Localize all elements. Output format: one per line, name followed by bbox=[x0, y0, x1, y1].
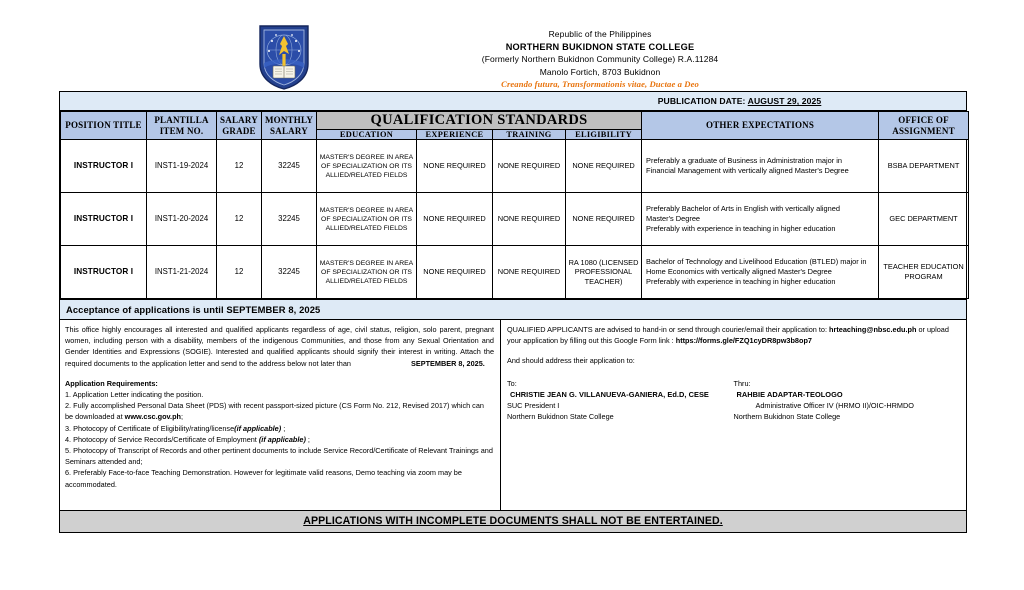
spacer bbox=[507, 346, 960, 355]
cell-monthly-salary: 32245 bbox=[262, 246, 317, 299]
other-expectations-line: Bachelor of Technology and Livelihood Education (BTLED) major in bbox=[646, 256, 867, 266]
letterhead bbox=[0, 24, 1024, 90]
col-header-position-title: POSITION TITLE bbox=[61, 112, 147, 140]
col-header-salary-grade: SALARY GRADE bbox=[217, 112, 262, 140]
requirements-heading: Application Requirements: bbox=[65, 378, 158, 388]
address-intro: And should address their application to: bbox=[507, 356, 635, 366]
other-expectations-line: Preferably Bachelor of Arts in English with vertically aligned bbox=[646, 203, 840, 213]
cell-monthly-salary: 32245 bbox=[262, 193, 317, 246]
cell-salary-grade: 12 bbox=[217, 193, 262, 246]
thru-name: RAHBIE ADAPTAR-TEOLOGO bbox=[736, 389, 843, 399]
col-header-experience: EXPERIENCE bbox=[417, 130, 493, 140]
col-header-qualification-standards: QUALIFICATION STANDARDS bbox=[317, 112, 642, 130]
table-row bbox=[61, 246, 969, 299]
cell-position-title: INSTRUCTOR I bbox=[61, 246, 147, 299]
thru-organization: Northern Bukidnon State College bbox=[733, 412, 841, 422]
cell-education: MASTER'S DEGREE IN AREA OF SPECIALIZATION OR ITS ALLIED/RELATED FIELDS bbox=[317, 193, 417, 246]
requirement-tail: ; bbox=[181, 412, 184, 422]
letterhead-former-name: (Formerly Northern Bukidnon Community College) R.A.11284 bbox=[481, 54, 719, 64]
cell-experience: NONE REQUIRED bbox=[417, 193, 493, 246]
cell-position-title: INSTRUCTOR I bbox=[61, 193, 147, 246]
spacer bbox=[507, 367, 960, 376]
right-panel bbox=[501, 320, 966, 510]
qualification-standards-table bbox=[60, 111, 969, 299]
col-header-monthly-salary: MONTHLY SALARY bbox=[262, 112, 317, 140]
letterhead-motto: Creando futura, Transformationis vitae, Ductae a Deo bbox=[501, 79, 699, 89]
requirement-text: 4. Photocopy of Service Records/Certificate of Employment bbox=[65, 434, 259, 444]
table-row bbox=[61, 193, 969, 246]
cell-eligibility: NONE REQUIRED bbox=[566, 140, 642, 193]
to-title: SUC President I bbox=[507, 401, 560, 411]
submission-instruction-text: QUALIFIED APPLICANTS are advised to hand-in or send through courier/email their application to: bbox=[507, 325, 830, 334]
submission-instruction-mid: or upload your application by filling out this Google Form link : bbox=[507, 325, 949, 346]
col-header-office-of-assignment: OFFICE OF ASSIGNMENT bbox=[879, 112, 969, 140]
requirement-text: 6. Preferably Face-to-face Teaching Demonstration. However for legitimate valid reasons, Demo teaching via zoom may be accommodated. bbox=[65, 468, 462, 489]
col-header-plantilla-item: PLANTILLA ITEM NO. bbox=[147, 112, 217, 140]
cell-salary-grade: 12 bbox=[217, 246, 262, 299]
col-header-training: TRAINING bbox=[493, 130, 566, 140]
spacer bbox=[65, 369, 494, 378]
other-expectations-line: Preferably a graduate of Business in Administration major in bbox=[646, 155, 842, 165]
application-deadline: SEPTEMBER 8, 2025. bbox=[410, 358, 485, 368]
list-item bbox=[65, 434, 494, 445]
equal-opportunity-text: This office highly encourages all interested and qualified applicants regardless of age, civil status, religion, solo parent, pregnant women, including person with a disability, members of the indigenous Communities, and those from any Sexual Orientation and Gender Identities and Expressions (SOGIE). Interested and qualified applicants should signify their interest in writing. Attach the required documents to the application letter and send to the address below not later than bbox=[65, 325, 494, 368]
requirement-tail: ; bbox=[281, 423, 286, 433]
hr-email-link[interactable]: hrteaching@nbsc.edu.ph bbox=[829, 325, 917, 334]
incomplete-documents-text: APPLICATIONS WITH INCOMPLETE DOCUMENTS SHALL NOT BE ENTERTAINED. bbox=[303, 515, 723, 527]
cell-experience: NONE REQUIRED bbox=[417, 140, 493, 193]
other-expectations-line: Financial Management with vertically aligned Master's Degree bbox=[646, 166, 849, 175]
requirement-note: (if applicable) bbox=[234, 423, 282, 433]
other-expectations-line: Home Economics with vertically aligned Master's Degree bbox=[646, 266, 832, 276]
cell-eligibility: RA 1080 (LICENSED PROFESSIONAL TEACHER) bbox=[566, 246, 642, 299]
requirement-text: 2. Fully accomplished Personal Data Sheet (PDS) with recent passport-sized picture (CS Form No. 212, Revised 2017) which can be downloaded at bbox=[65, 401, 484, 422]
publication-date-row bbox=[60, 92, 966, 111]
cell-office: TEACHER EDUCATION PROGRAM bbox=[879, 246, 969, 299]
cell-plantilla-item: INST1-20-2024 bbox=[147, 193, 217, 246]
list-item bbox=[65, 467, 494, 489]
cell-monthly-salary: 32245 bbox=[262, 140, 317, 193]
incomplete-documents-notice bbox=[60, 510, 966, 532]
other-expectations-line: Preferably with experience in teaching in higher education bbox=[646, 224, 836, 234]
col-header-education: EDUCATION bbox=[317, 130, 417, 140]
csc-website[interactable]: www.csc.gov.ph bbox=[124, 412, 181, 422]
cell-salary-grade: 12 bbox=[217, 140, 262, 193]
left-panel bbox=[60, 320, 501, 510]
equal-opportunity-paragraph bbox=[65, 324, 494, 369]
letterhead-address: Manolo Fortich, 8703 Bukidnon bbox=[539, 66, 661, 77]
cell-education: MASTER'S DEGREE IN AREA OF SPECIALIZATION OR ITS ALLIED/RELATED FIELDS bbox=[317, 246, 417, 299]
requirement-text: 3. Photocopy of Certificate of Eligibility/rating/license bbox=[65, 423, 235, 433]
table-row bbox=[61, 140, 969, 193]
google-form-link[interactable]: https://forms.gle/FZQ1cyDR8pw3b8op7 bbox=[675, 336, 812, 346]
publication-date-label: PUBLICATION DATE: bbox=[657, 96, 746, 106]
list-item bbox=[65, 445, 494, 467]
requirement-note: (if applicable) bbox=[258, 434, 306, 444]
list-item bbox=[65, 400, 494, 422]
thru-label: Thru: bbox=[733, 378, 751, 388]
cell-other-expectations bbox=[642, 193, 879, 246]
submission-instructions bbox=[507, 324, 960, 346]
letterhead-college-name: NORTHERN BUKIDNON STATE COLLEGE bbox=[505, 41, 695, 52]
cell-training: NONE REQUIRED bbox=[493, 246, 566, 299]
signatory-to bbox=[507, 378, 734, 423]
to-organization: Northern Bukidnon State College bbox=[507, 412, 614, 422]
requirement-text: 1. Application Letter indicating the position. bbox=[65, 390, 204, 400]
cell-other-expectations bbox=[642, 140, 879, 193]
to-name: CHRISTIE JEAN G. VILLANUEVA-GANIERA, Ed.D, CESE bbox=[510, 389, 709, 399]
table-header-row-1 bbox=[61, 112, 969, 130]
cell-plantilla-item: INST1-19-2024 bbox=[147, 140, 217, 193]
cell-training: NONE REQUIRED bbox=[493, 140, 566, 193]
requirement-tail: ; bbox=[305, 434, 310, 444]
cell-education: MASTER'S DEGREE IN AREA OF SPECIALIZATION OR ITS ALLIED/RELATED FIELDS bbox=[317, 140, 417, 193]
other-expectations-line: Master's Degree bbox=[646, 213, 701, 223]
col-header-eligibility: ELIGIBILITY bbox=[566, 130, 642, 140]
college-seal-icon bbox=[258, 24, 310, 90]
cell-plantilla-item: INST1-21-2024 bbox=[147, 246, 217, 299]
cell-training: NONE REQUIRED bbox=[493, 193, 566, 246]
signatory-thru bbox=[734, 378, 961, 423]
signatory-block bbox=[507, 378, 960, 423]
letterhead-text bbox=[330, 28, 870, 91]
body-section bbox=[60, 320, 966, 510]
cell-office: GEC DEPARTMENT bbox=[879, 193, 969, 246]
thru-title: Administrative Officer IV (HRMO II)/OIC-HRMDO bbox=[755, 401, 914, 411]
cell-other-expectations bbox=[642, 246, 879, 299]
publication-date-value: AUGUST 29, 2025 bbox=[747, 96, 822, 106]
to-label: To: bbox=[507, 378, 517, 388]
col-header-other-expectations: OTHER EXPECTATIONS bbox=[642, 112, 879, 140]
list-item bbox=[65, 423, 494, 434]
cell-office: BSBA DEPARTMENT bbox=[879, 140, 969, 193]
cell-position-title: INSTRUCTOR I bbox=[61, 140, 147, 193]
list-item bbox=[65, 389, 494, 400]
acceptance-deadline-bar: Acceptance of applications is until SEPTEMBER 8, 2025 bbox=[60, 299, 966, 320]
letterhead-republic: Republic of the Philippines bbox=[548, 29, 652, 39]
cell-experience: NONE REQUIRED bbox=[417, 246, 493, 299]
publication-date bbox=[513, 96, 966, 106]
cell-eligibility: NONE REQUIRED bbox=[566, 193, 642, 246]
other-expectations-line: Preferably with experience in teaching in higher education bbox=[646, 277, 836, 287]
requirement-text: 5. Photocopy of Transcript of Records and other pertinent documents to include Service Record/Certificate of Relevant Trainings and Seminars attended and; bbox=[65, 446, 493, 467]
publication-document bbox=[59, 91, 967, 533]
